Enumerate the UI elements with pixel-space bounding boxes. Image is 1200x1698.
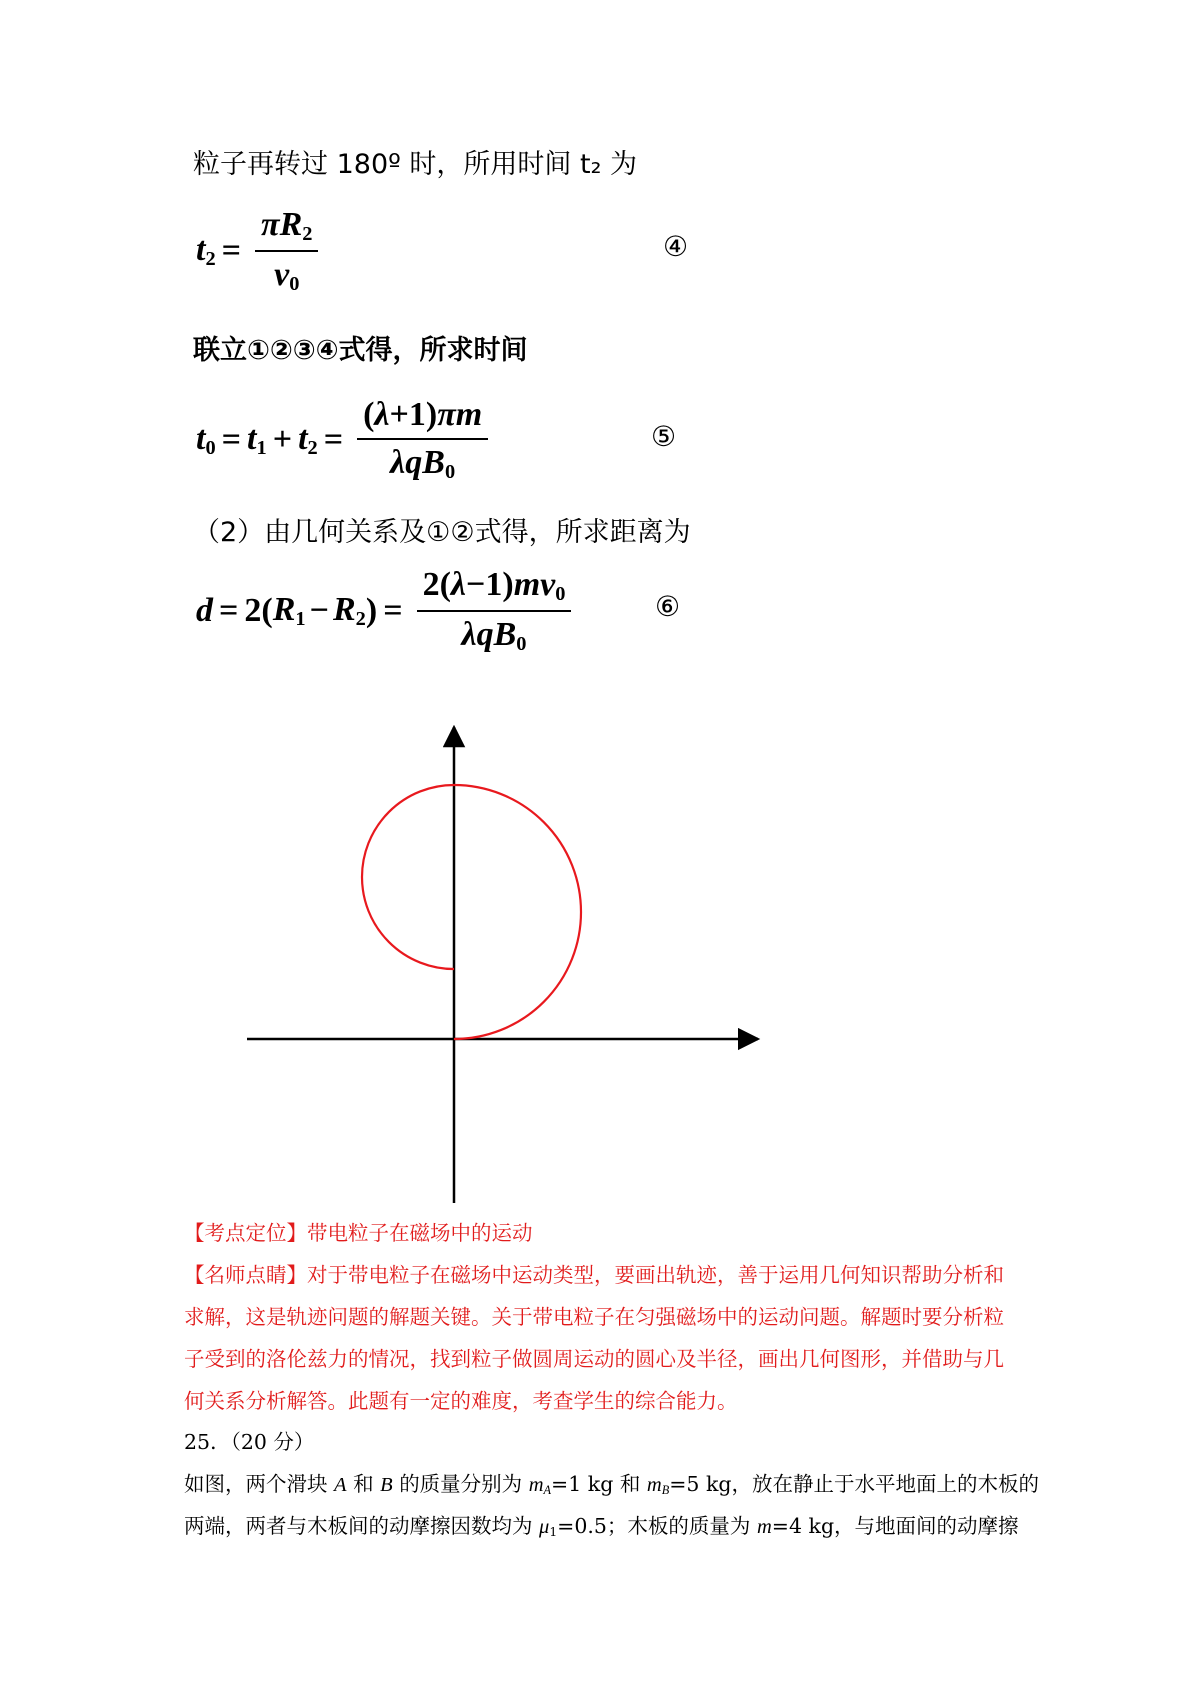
small-arc-trajectory <box>362 785 454 969</box>
mingshi-line-4: 何关系分析解答。此题有一定的难度，考查学生的综合能力。 <box>184 1389 738 1413</box>
kaodian-line: 【考点定位】带电粒子在磁场中的运动 <box>184 1221 533 1245</box>
equation-6: d = 2( $R_1$ − $R_2$ ) = $\frac{2(\lambda-1)mv_0}{\lambda qB_0}$ <box>196 566 571 656</box>
equation-tag-4: ④ <box>663 230 689 263</box>
large-arc-trajectory <box>454 785 581 1039</box>
equation-tag-6: ⑥ <box>655 590 681 623</box>
equation-5: $t_0$ = $t_1$ + $t_2$ = $\frac{(\lambda+1)\pi m}{\lambda qB_0}$ <box>196 396 488 484</box>
mingshi-line-3: 子受到的洛伦兹力的情况，找到粒子做圆周运动的圆心及半径，画出几何图形，并借助与几 <box>184 1347 1004 1371</box>
text-line-1: 粒子再转过 180º 时，所用时间 t₂ 为 <box>193 149 637 180</box>
problem-line-2: 两端，两者与木板间的动摩擦因数均为 $\mu_1=0.5$；木板的质量为 m=4 kg，与地面间的动摩擦 <box>184 1514 1019 1540</box>
equation-tag-5: ⑤ <box>651 420 677 453</box>
problem-line-1: 如图，两个滑块 A 和 B 的质量分别为 $m_A=1$ kg 和 $m_B=5$ kg，放在静止于水平地面上的木板的 <box>184 1472 1039 1498</box>
text-line-3: （2）由几何关系及①②式得，所求距离为 <box>193 517 691 548</box>
mingshi-line-1: 【名师点睛】对于带电粒子在磁场中运动类型，要画出轨迹，善于运用几何知识帮助分析和 <box>184 1263 1004 1287</box>
problem-number: 25．（20 分） <box>184 1430 315 1454</box>
text-line-2: 联立①②③④式得，所求时间 <box>193 335 528 366</box>
mingshi-line-2: 求解，这是轨迹问题的解题关键。关于带电粒子在匀强磁场中的运动问题。解题时要分析粒 <box>184 1305 1004 1329</box>
equation-4: $t_2$ = $\frac{\pi R_2}{v_0}$ <box>196 206 318 296</box>
